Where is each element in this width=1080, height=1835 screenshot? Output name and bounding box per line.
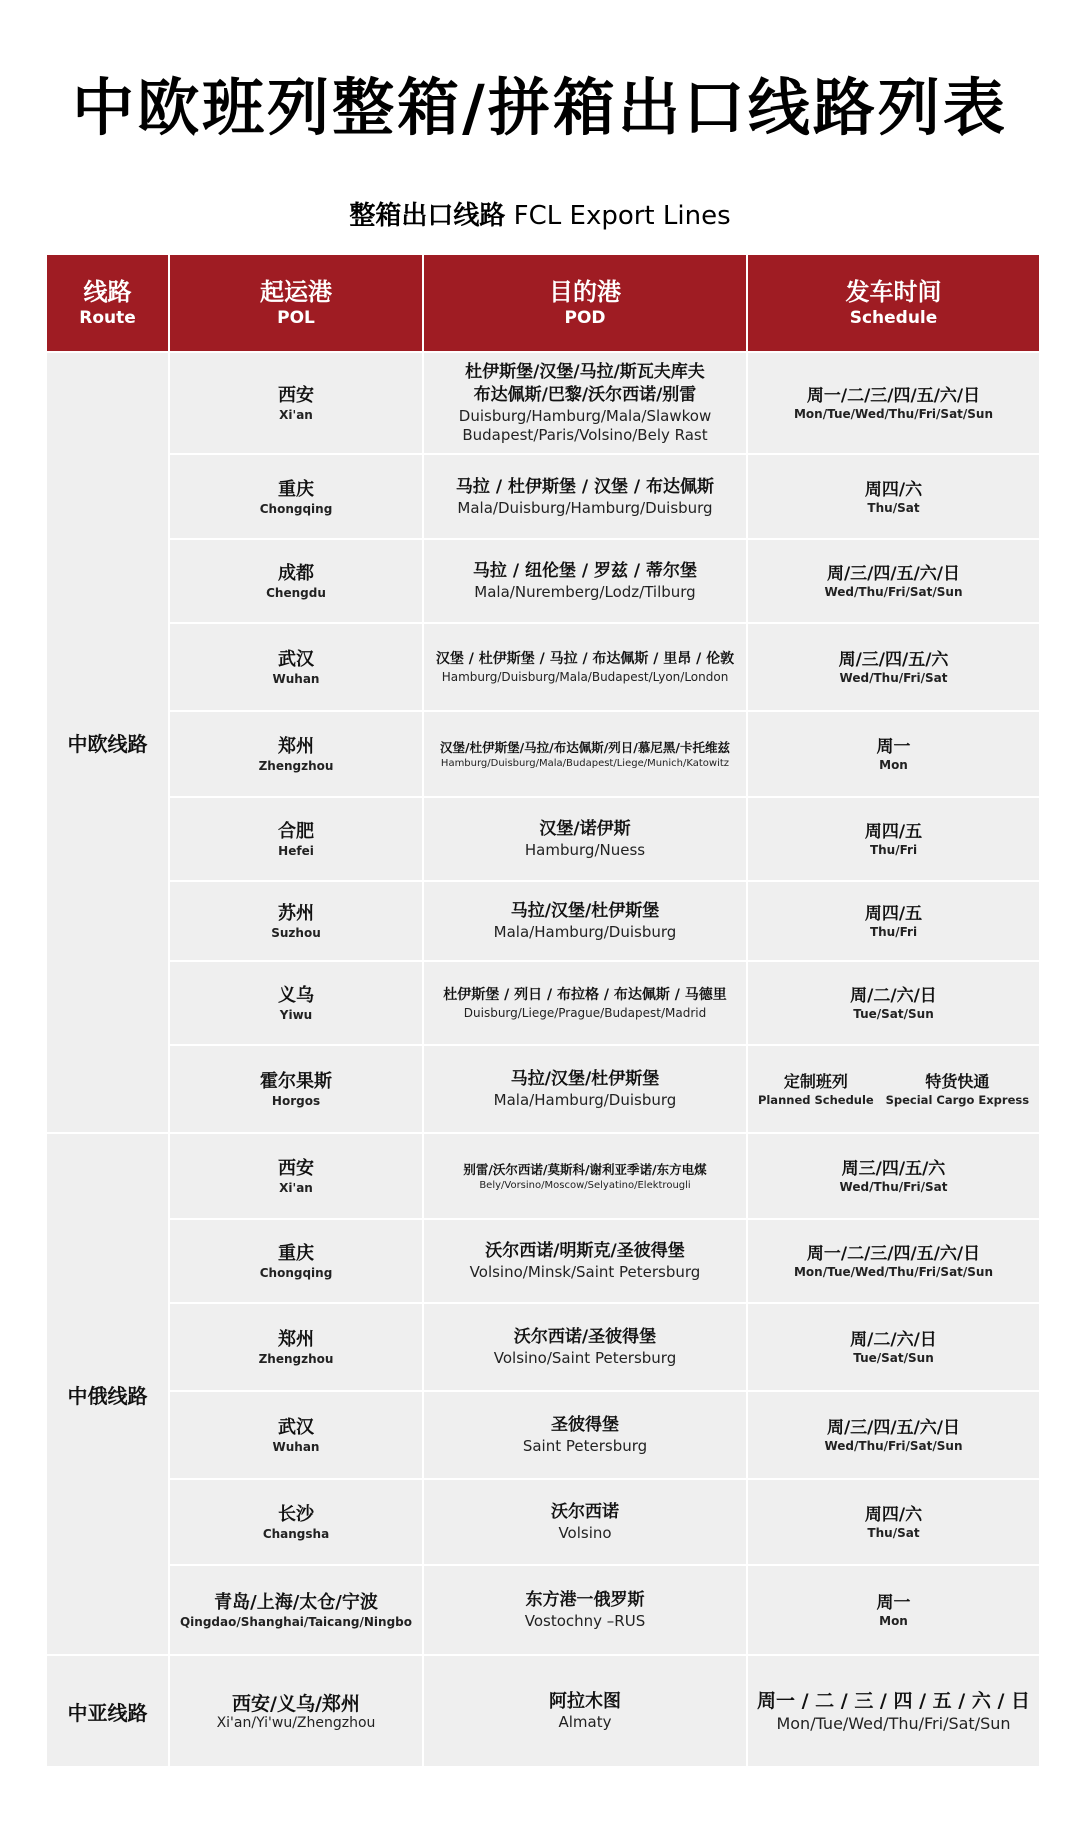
pod-zh: 沃尔西诺 <box>551 1502 619 1522</box>
table-row <box>46 797 1040 881</box>
pol-en: Xi'an <box>279 408 313 422</box>
pod-cell <box>423 1391 747 1479</box>
pol-zh: 长沙 <box>278 1504 314 1525</box>
schedule-en: Wed/Thu/Fri/Sat/Sun <box>824 585 963 599</box>
header-pod-zh: 目的港 <box>549 278 621 306</box>
schedule-cell <box>747 1479 1040 1565</box>
subtitle-en: FCL Export Lines <box>513 201 731 231</box>
pol-cell <box>169 623 423 711</box>
header-route <box>46 254 169 352</box>
planned-schedule <box>758 1071 874 1107</box>
table-row <box>46 1219 1040 1303</box>
table-row <box>46 1655 1040 1767</box>
pol-zh: 西安 <box>278 1158 314 1179</box>
schedule-zh: 周一 <box>876 737 911 757</box>
pol-en: Chengdu <box>266 586 326 600</box>
schedule-en: Tue/Sat/Sun <box>853 1007 934 1021</box>
header-pol <box>169 254 423 352</box>
schedule-en: Wed/Thu/Fri/Sat <box>839 1180 948 1194</box>
pod-en: Volsino <box>558 1524 612 1542</box>
pod-en: Almaty <box>558 1713 612 1731</box>
pod-cell <box>423 881 747 961</box>
pod-cell <box>423 711 747 797</box>
pol-en: Wuhan <box>272 672 320 686</box>
table-row <box>46 961 1040 1045</box>
special-cargo-zh: 特货快通 <box>925 1072 990 1091</box>
pod-zh: 马拉/汉堡/杜伊斯堡 <box>510 1069 660 1089</box>
pod-zh: 马拉/汉堡/杜伊斯堡 <box>510 901 660 921</box>
schedule-cell <box>747 1133 1040 1219</box>
pol-en: Xi'an <box>279 1181 313 1195</box>
schedule-cell <box>747 1565 1040 1655</box>
schedule-zh: 周三/四/五/六 <box>841 1159 946 1179</box>
schedule-cell <box>747 797 1040 881</box>
special-cargo-express <box>886 1071 1029 1107</box>
special-cargo-en: Special Cargo Express <box>885 1093 1030 1107</box>
pod-cell <box>423 539 747 623</box>
schedule-cell <box>747 1391 1040 1479</box>
header-pod <box>423 254 747 352</box>
pod-cell <box>423 1219 747 1303</box>
schedule-cell <box>747 1045 1040 1133</box>
pol-en: Zhengzhou <box>258 759 334 773</box>
schedule-cell <box>747 454 1040 539</box>
pol-en: Chongqing <box>259 1266 333 1280</box>
schedule-split <box>752 1071 1035 1107</box>
schedule-zh: 周四/五 <box>864 904 923 924</box>
pol-zh: 西安/义乌/郑州 <box>232 1693 360 1715</box>
route-group-cn-eu: 中欧线路 <box>46 352 169 1133</box>
pol-zh: 合肥 <box>278 821 314 842</box>
pod-cell <box>423 1303 747 1391</box>
schedule-zh: 周四/五 <box>864 822 923 842</box>
pol-zh: 郑州 <box>278 1329 314 1350</box>
pol-en: Yiwu <box>279 1008 313 1022</box>
pod-en: Duisburg/Hamburg/Mala/Slawkow <box>458 407 712 425</box>
pod-en: Mala/Hamburg/Duisburg <box>493 923 677 941</box>
schedule-cell <box>747 352 1040 454</box>
pol-cell <box>169 881 423 961</box>
pod-en: Hamburg/Nuess <box>524 841 646 859</box>
header-pol-zh: 起运港 <box>260 278 332 306</box>
pod-zh: 圣彼得堡 <box>551 1415 619 1435</box>
schedule-en: Tue/Sat/Sun <box>853 1351 934 1365</box>
schedule-zh: 周/三/四/五/六/日 <box>826 564 961 584</box>
pol-en: Hefei <box>278 844 314 858</box>
pod-cell <box>423 1045 747 1133</box>
pol-cell <box>169 1303 423 1391</box>
pol-cell <box>169 797 423 881</box>
schedule-zh: 周一/二/三/四/五/六/日 <box>806 386 981 406</box>
pol-en: Changsha <box>262 1527 330 1541</box>
pol-cell <box>169 1391 423 1479</box>
table-row <box>46 623 1040 711</box>
schedule-zh: 周/二/六/日 <box>850 986 937 1006</box>
schedule-en: Mon <box>879 1614 908 1628</box>
pol-cell <box>169 961 423 1045</box>
schedule-zh: 周一/二/三/四/五/六/日 <box>806 1244 981 1264</box>
pod-en: Mala/Nuremberg/Lodz/Tilburg <box>474 583 696 601</box>
pod-en: Hamburg/Duisburg/Mala/Budapest/Lyon/London <box>441 670 729 684</box>
pod-en: Duisburg/Liege/Prague/Budapest/Madrid <box>463 1006 707 1020</box>
schedule-cell <box>747 1303 1040 1391</box>
pol-en: Suzhou <box>271 926 321 940</box>
pod-zh: 阿拉木图 <box>549 1691 621 1712</box>
schedule-cell <box>747 711 1040 797</box>
pod-zh-line2: 布达佩斯/巴黎/沃尔西诺/别雷 <box>473 385 697 405</box>
schedule-cell <box>747 961 1040 1045</box>
pod-en-line2: Budapest/Paris/Volsino/Bely Rast <box>462 426 708 444</box>
pod-cell <box>423 1565 747 1655</box>
schedule-en: Thu/Fri <box>869 925 918 939</box>
schedule-cell <box>747 881 1040 961</box>
section-subtitle <box>0 195 1080 232</box>
pod-cell <box>423 454 747 539</box>
header-schedule-zh: 发车时间 <box>845 278 942 306</box>
page-title: 中欧班列整箱/拼箱出口线路列表 <box>72 71 1008 144</box>
pod-zh: 汉堡/杜伊斯堡/马拉/布达佩斯/列日/慕尼黑/卡托维兹 <box>440 739 730 755</box>
pol-en: Xi'an/Yi'wu/Zhengzhou <box>216 1715 376 1731</box>
table-row <box>46 1479 1040 1565</box>
pod-en: Bely/Vorsino/Moscow/Selyatino/Elektrougli <box>479 1179 691 1191</box>
pol-zh: 武汉 <box>278 649 314 670</box>
schedule-zh: 周一 / 二 / 三 / 四 / 五 / 六 / 日 <box>756 1690 1030 1712</box>
pod-zh: 杜伊斯堡 / 列日 / 布拉格 / 布达佩斯 / 马德里 <box>443 987 727 1003</box>
table-row <box>46 1565 1040 1655</box>
pod-zh: 别雷/沃尔西诺/莫斯科/谢利亚季诺/东方电煤 <box>463 1161 707 1177</box>
pol-cell <box>169 539 423 623</box>
pol-en: Chongqing <box>259 501 333 516</box>
pod-zh: 杜伊斯堡/汉堡/马拉/斯瓦夫库夫 <box>465 362 705 382</box>
pol-cell <box>169 1045 423 1133</box>
table-row <box>46 539 1040 623</box>
pod-cell <box>423 961 747 1045</box>
schedule-en: Thu/Sat <box>867 1526 920 1540</box>
pod-cell <box>423 623 747 711</box>
pol-en: Wuhan <box>272 1440 320 1454</box>
pod-cell <box>423 352 747 454</box>
pol-cell <box>169 1133 423 1219</box>
pod-zh: 汉堡 / 杜伊斯堡 / 马拉 / 布达佩斯 / 里昂 / 伦敦 <box>435 651 735 667</box>
pol-zh: 武汉 <box>278 1417 314 1438</box>
table-row <box>46 1133 1040 1219</box>
schedule-en: Mon/Tue/Wed/Thu/Fri/Sat/Sun <box>793 407 994 421</box>
pol-cell <box>169 1219 423 1303</box>
schedule-en: Mon/Tue/Wed/Thu/Fri/Sat/Sun <box>776 1714 1011 1733</box>
pol-en: Horgos <box>271 1094 321 1108</box>
pod-zh: 东方港一俄罗斯 <box>525 1590 645 1610</box>
schedule-en: Mon/Tue/Wed/Thu/Fri/Sat/Sun <box>793 1265 994 1279</box>
header-schedule <box>747 254 1040 352</box>
pod-zh: 马拉 / 纽伦堡 / 罗兹 / 蒂尔堡 <box>472 561 698 581</box>
schedule-en: Wed/Thu/Fri/Sat/Sun <box>824 1439 963 1453</box>
subtitle-zh: 整箱出口线路 <box>349 201 506 231</box>
schedule-zh: 周/三/四/五/六 <box>838 650 949 670</box>
pol-cell <box>169 352 423 454</box>
pod-en: Mala/Duisburg/Hamburg/Duisburg <box>457 498 713 517</box>
pol-cell <box>169 1655 423 1767</box>
pod-en: Saint Petersburg <box>522 1437 648 1455</box>
pod-zh: 沃尔西诺/圣彼得堡 <box>513 1327 657 1347</box>
schedule-en: Thu/Fri <box>869 843 918 857</box>
header-route-en: Route <box>79 308 136 328</box>
header-pod-en: POD <box>564 308 606 328</box>
route-group-cn-ru: 中俄线路 <box>46 1133 169 1655</box>
pol-zh: 重庆 <box>278 478 314 500</box>
route-group-cn-ca: 中亚线路 <box>46 1655 169 1767</box>
table-row <box>46 454 1040 539</box>
planned-schedule-en: Planned Schedule <box>757 1093 874 1107</box>
pol-en: Qingdao/Shanghai/Taicang/Ningbo <box>179 1615 412 1629</box>
pol-zh: 苏州 <box>278 903 314 924</box>
schedule-en: Thu/Sat <box>867 500 920 515</box>
pol-zh: 青岛/上海/太仓/宁波 <box>214 1592 378 1613</box>
pol-zh: 郑州 <box>278 736 314 757</box>
pol-cell <box>169 1479 423 1565</box>
table-row <box>46 711 1040 797</box>
table-row <box>46 1303 1040 1391</box>
schedule-zh: 周四/六 <box>864 1505 923 1525</box>
schedule-zh: 周四/六 <box>864 479 923 500</box>
pod-en: Volsino/Saint Petersburg <box>493 1349 677 1367</box>
header-route-zh: 线路 <box>83 278 132 306</box>
pod-en: Mala/Hamburg/Duisburg <box>493 1091 677 1109</box>
schedule-zh: 周/二/六/日 <box>850 1330 937 1350</box>
pod-cell <box>423 797 747 881</box>
schedule-cell <box>747 1655 1040 1767</box>
header-pol-en: POL <box>277 308 315 328</box>
pod-zh: 马拉 / 杜伊斯堡 / 汉堡 / 布达佩斯 <box>455 476 715 497</box>
pod-zh: 汉堡/诺伊斯 <box>539 819 631 839</box>
pol-en: Zhengzhou <box>258 1352 334 1366</box>
pol-cell <box>169 454 423 539</box>
pod-en: Hamburg/Duisburg/Mala/Budapest/Liege/Munich/Katowitz <box>440 757 730 769</box>
export-lines-table <box>45 253 1041 1768</box>
pod-en: Vostochny –RUS <box>524 1612 646 1630</box>
pod-cell <box>423 1655 747 1767</box>
pod-cell <box>423 1479 747 1565</box>
pol-zh: 义乌 <box>278 985 314 1006</box>
pol-cell <box>169 1565 423 1655</box>
pol-zh: 成都 <box>278 563 314 584</box>
schedule-cell <box>747 539 1040 623</box>
schedule-zh: 周/三/四/五/六/日 <box>826 1418 961 1438</box>
pod-zh: 沃尔西诺/明斯克/圣彼得堡 <box>485 1241 685 1261</box>
table-header-row <box>46 254 1040 352</box>
schedule-cell <box>747 1219 1040 1303</box>
pod-cell <box>423 1133 747 1219</box>
schedule-cell <box>747 623 1040 711</box>
pol-zh: 霍尔果斯 <box>260 1071 332 1092</box>
header-schedule-en: Schedule <box>849 308 938 328</box>
pod-en: Volsino/Minsk/Saint Petersburg <box>469 1263 701 1281</box>
pol-zh: 西安 <box>278 385 314 406</box>
table-row <box>46 881 1040 961</box>
schedule-zh: 周一 <box>876 1593 911 1613</box>
schedule-en: Mon <box>879 758 908 772</box>
planned-schedule-zh: 定制班列 <box>783 1072 848 1091</box>
table-row <box>46 1391 1040 1479</box>
pol-cell <box>169 711 423 797</box>
pol-zh: 重庆 <box>278 1243 314 1264</box>
schedule-en: Wed/Thu/Fri/Sat <box>839 671 948 685</box>
table-row <box>46 1045 1040 1133</box>
table-row <box>46 352 1040 454</box>
